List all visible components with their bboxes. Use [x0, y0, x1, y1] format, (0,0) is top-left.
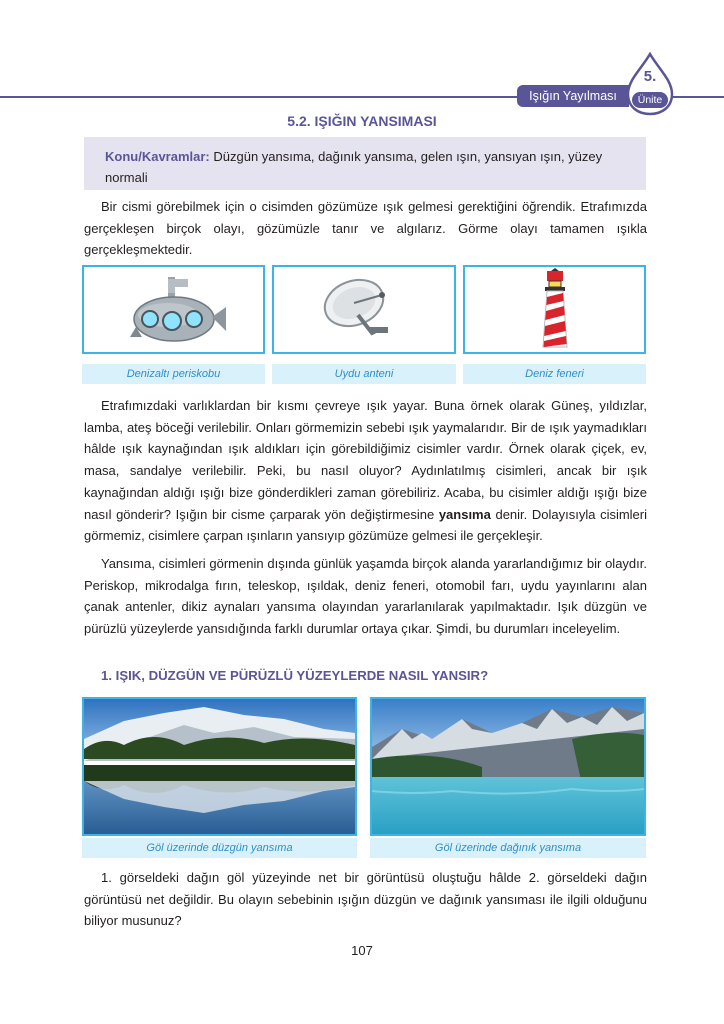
- caption-lake-diffuse: Göl üzerinde dağınık yansıma: [370, 838, 646, 858]
- lighthouse-icon: [465, 267, 644, 352]
- paragraph-intro: Bir cismi görebilmek için o cisimden gözümüze ışık gelmesi gerektiğini öğrendik. Etrafımızda gerçekleşen birçok olayı, gözümüzle tanır ve algılarız. Görme olayı tamamen ışıkla gerçekleşmektedir.: [84, 199, 647, 258]
- subheading: 1. IŞIK, DÜZGÜN VE PÜRÜZLÜ YÜZEYLERDE NASIL YANSIR?: [101, 668, 489, 683]
- paragraph-reflection: Etrafımızdaki varlıklardan bir kısmı çevreye ışık yayar. Buna örnek olarak Güneş, yıldızlar, lamba, ateş böceği verilebilir. Onları görmemizin sebebi ışık yaymalarıdır. Bir de ışık yaymadıkları hâlde ışık kaynağından ışık aldıkları için görebildiğimiz cisimler vardır. Örnek olarak çiçek, ev, masa, sandalye verilebilir. Peki, bu nasıl oluyor? Aydınlatılmış cisimleri, ancak bir ışık kaynağından aldığı ışığı bize gönderdikleri zaman görebiliriz. Acaba, bu cisimler aldığı ışığı bize nasıl gönderir? Işığın bir cisme çarparak yön değiştirmesine yansıma denir. Dolayısıyla cisimleri görmemiz, cisimlere çarpan ışınların yansıyıp gözümüze gelmesi ile gerçekleşir. Yansıma, cisimleri görmenin dışında günlük yaşamda birçok alanda yararlandığımız bir olaydır. Periskop, mikrodalga fırın, teleskop, ışıldak, deniz feneri, otomobil farı, uydu yayınlarını alan çanak antenler, dikiz aynaları yansıma olayından yararlanılarak yapılmaktadır. Işık düzgün ve pürüzlü yüzeylerde yansıdığında farklı durumlar ortaya çıkar. Şimdi, bu durumları inceleyelim.: [84, 395, 647, 640]
- unit-number: 5.: [643, 68, 657, 85]
- submarine-periscope-icon: [84, 267, 263, 352]
- satellite-dish-icon: [274, 267, 454, 352]
- page-number: 107: [351, 943, 373, 958]
- section-title: 5.2. IŞIĞIN YANSIMASI: [287, 113, 437, 129]
- caption-submarine: Denizaltı periskobu: [82, 364, 265, 384]
- figure-satellite-dish: [272, 265, 456, 354]
- paragraph-question: 1. görseldeki dağın göl yüzeyinde net bir görüntüsü oluştuğu hâlde 2. görseldeki dağın görüntüsü net değildir. Bu olayın sebebinin ışığın düzgün ve dağınık yansıması ile ilgili olduğunu biliyor musunuz?: [84, 870, 647, 929]
- lake-mirror-reflection-icon: [84, 699, 355, 834]
- figure-lighthouse: [463, 265, 646, 354]
- term-yansima: yansıma: [438, 506, 491, 522]
- chapter-tab: Işığın Yayılması: [517, 85, 629, 107]
- unit-label: Ünite: [637, 94, 663, 106]
- concepts-text: Düzgün yansıma, dağınık yansıma, gelen ışın, yansıyan ışın, yüzey normali: [105, 149, 603, 185]
- caption-lighthouse: Deniz feneri: [463, 364, 646, 384]
- caption-lake-mirror: Göl üzerinde düzgün yansıma: [82, 838, 357, 858]
- paragraph-uses: Yansıma, cisimleri görmenin dışında günlük yaşamda birçok alanda yararlandığımız bir olaydır. Periskop, mikrodalga fırın, teleskop, ışıldak, deniz feneri, otomobil farı, uydu yayınlarını alan çanak antenler, dikiz aynaları yansıma olayından yararlanılarak yapılmaktadır. Işık düzgün ve pürüzlü yüzeylerde yansıdığında farklı durumlar ortaya çıkar. Şimdi, bu durumları inceleyelim.: [84, 555, 647, 637]
- figure-lake-diffuse: [370, 697, 646, 836]
- concepts-label: Konu/Kavramlar:: [105, 149, 210, 164]
- caption-satellite-dish: Uydu anteni: [272, 364, 456, 384]
- figure-submarine: [82, 265, 265, 354]
- figure-lake-mirror: [82, 697, 357, 836]
- concepts-box: [84, 137, 646, 190]
- lake-diffuse-reflection-icon: [372, 699, 644, 834]
